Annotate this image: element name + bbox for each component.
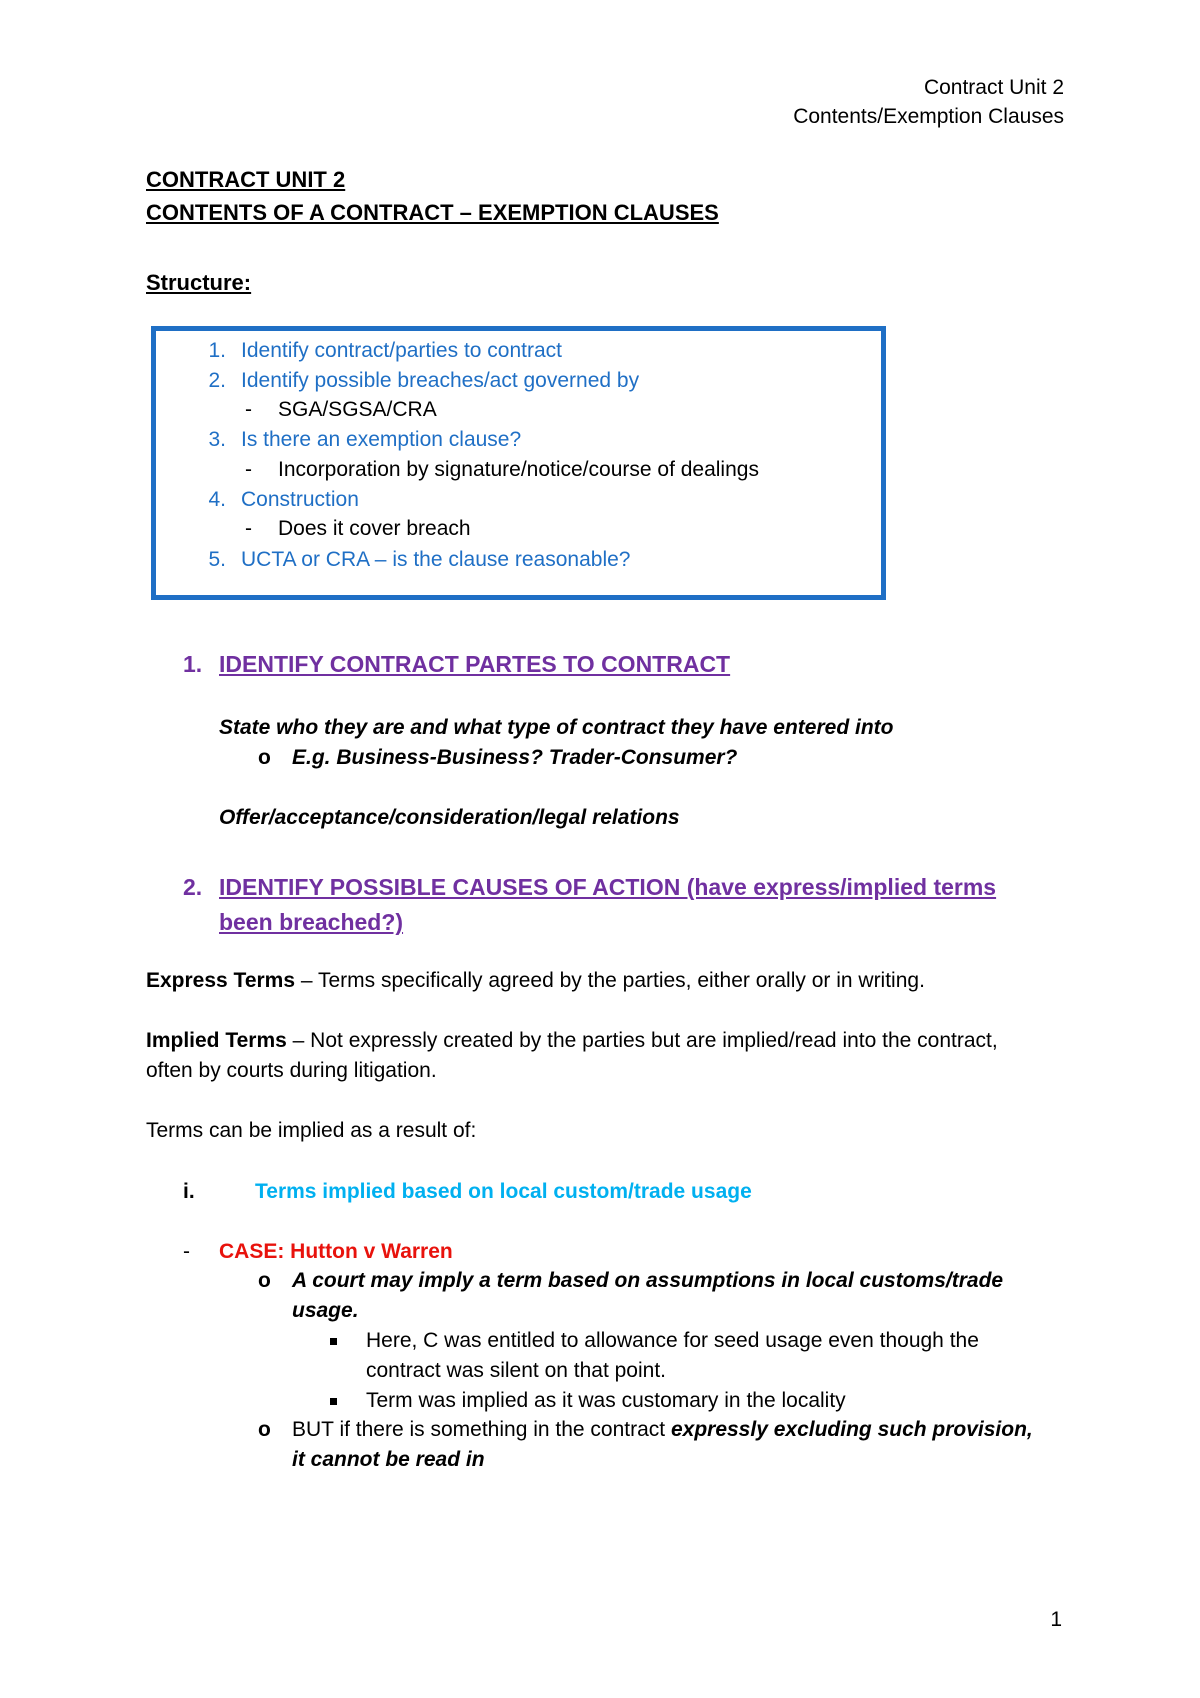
roman-numeral: i.: [183, 1180, 195, 1203]
implied-terms-text: – Not expressly created by the parties but are implied/read into the contract,: [286, 1029, 998, 1052]
circle-bullet: o: [258, 746, 271, 769]
dash-bullet: -: [245, 398, 252, 421]
structure-text: Identify contract/parties to contract: [241, 339, 562, 362]
structure-subtext: Incorporation by signature/notice/course of dealings: [278, 458, 759, 481]
section-title-line1: IDENTIFY POSSIBLE CAUSES OF ACTION (have express/implied terms: [219, 874, 997, 900]
structure-text: Identify possible breaches/act governed by: [241, 369, 640, 392]
page-number: 1: [1050, 1608, 1062, 1631]
structure-num: 3.: [208, 428, 226, 451]
express-terms-label: Express Terms: [146, 969, 296, 992]
structure-num: 5.: [208, 548, 226, 571]
case-point-1-line2: usage.: [292, 1299, 359, 1322]
structure-num: 1.: [208, 339, 226, 362]
circle-bullet: o: [258, 1418, 271, 1441]
express-terms-text: – Terms specifically agreed by the parties, either orally or in writing.: [295, 969, 925, 992]
section-2-heading-line2: [219, 905, 403, 939]
case-point-2-line2: it cannot be read in: [292, 1448, 485, 1471]
case-point-text: A court may imply a term based on assumptions in local customs/trade: [292, 1269, 1004, 1292]
roman-item-text: Terms implied based on local custom/trade usage: [255, 1180, 752, 1203]
bullet-text: State who they are and what type of contract they have entered into: [219, 716, 894, 739]
terms-intro: Terms can be implied as a result of:: [146, 1119, 477, 1142]
structure-subtext: SGA/SGSA/CRA: [278, 398, 437, 421]
circle-bullet: o: [258, 1269, 271, 1292]
doc-title-line1: CONTRACT UNIT 2: [146, 167, 346, 192]
express-terms-para: [146, 967, 925, 995]
sub-bullet-text: E.g. Business-Business? Trader-Consumer?: [292, 746, 738, 769]
case-point-text: [292, 1416, 1033, 1444]
structure-text: Is there an exemption clause?: [241, 428, 522, 451]
section-title: IDENTIFY CONTRACT PARTES TO CONTRACT: [219, 651, 731, 677]
header-unit: Contract Unit 2: [923, 76, 1064, 99]
structure-label: Structure:: [146, 270, 252, 295]
implied-terms-label: Implied Terms: [146, 1029, 287, 1052]
structure-text: Construction: [241, 488, 359, 511]
structure-text: UCTA or CRA – is the clause reasonable?: [241, 548, 631, 571]
dash-bullet: -: [245, 458, 252, 481]
section-number: 1.: [183, 651, 203, 677]
doc-title-line2: CONTENTS OF A CONTRACT – EXEMPTION CLAUSES: [146, 200, 719, 225]
implied-terms-line2: often by courts during litigation.: [146, 1059, 437, 1082]
case-detail-1-line2: contract was silent on that point.: [366, 1359, 666, 1382]
structure-num: 2.: [208, 369, 226, 392]
case-point-plain: BUT if there is something in the contract: [292, 1418, 671, 1441]
bullet-text: Offer/acceptance/consideration/legal relations: [219, 806, 680, 829]
section-number: 2.: [183, 874, 203, 900]
structure-subtext: Does it cover breach: [278, 517, 471, 540]
case-name: CASE: Hutton v Warren: [219, 1240, 453, 1263]
section-title-line2: been breached?): [219, 909, 404, 935]
case-point-emphasis: expressly excluding such provision,: [670, 1418, 1033, 1441]
dash-bullet: -: [245, 517, 252, 540]
case-detail-text: Term was implied as it was customary in the locality: [366, 1389, 846, 1412]
structure-num: 4.: [208, 488, 226, 511]
header-topic: Contents/Exemption Clauses: [793, 105, 1064, 128]
square-bullet: [330, 1327, 337, 1355]
dash-bullet: -: [183, 1240, 190, 1263]
square-bullet: [330, 1387, 337, 1415]
case-detail-text: Here, C was entitled to allowance for seed usage even though the: [366, 1329, 979, 1352]
implied-terms-para: [146, 1027, 998, 1055]
